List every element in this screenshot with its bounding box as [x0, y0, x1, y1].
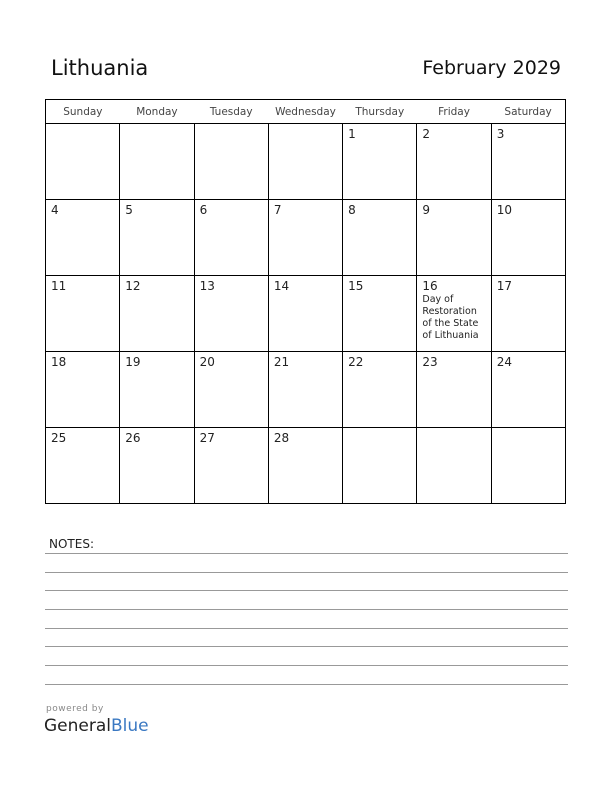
day-number: 27	[199, 431, 215, 445]
weekday-saturday: Saturday	[491, 100, 565, 124]
week-row	[46, 352, 566, 428]
day-cell	[417, 200, 491, 276]
day-cell	[120, 200, 194, 276]
day-number: 25	[51, 431, 67, 445]
day-cell	[268, 428, 342, 504]
day-number: 10	[496, 203, 512, 217]
day-number: 17	[496, 279, 512, 293]
day-cell	[343, 124, 417, 200]
day-number: 5	[125, 203, 133, 217]
day-cell	[194, 124, 268, 200]
note-line	[45, 684, 568, 685]
holiday-label: Day of Restoration of the State of Lithuania	[422, 294, 479, 341]
day-cell	[343, 428, 417, 504]
weekday-header-row	[46, 100, 566, 124]
brand-general: General	[44, 716, 111, 736]
day-cell	[343, 352, 417, 428]
day-cell	[194, 276, 268, 352]
day-cell	[46, 124, 120, 200]
day-cell	[491, 200, 565, 276]
note-line	[45, 553, 568, 554]
day-cell	[120, 276, 194, 352]
weekday-sunday: Sunday	[46, 100, 120, 124]
weekday-thursday: Thursday	[343, 100, 417, 124]
country-title: Lithuania	[51, 56, 149, 80]
day-number: 19	[125, 355, 141, 369]
week-row	[46, 124, 566, 200]
day-number: 18	[51, 355, 67, 369]
day-cell	[46, 276, 120, 352]
day-cell	[194, 428, 268, 504]
day-number: 2	[422, 127, 431, 141]
day-cell	[268, 200, 342, 276]
day-cell	[268, 276, 342, 352]
generalblue-logo	[44, 716, 149, 736]
day-cell	[46, 352, 120, 428]
day-cell	[491, 428, 565, 504]
day-cell	[120, 352, 194, 428]
day-number: 4	[51, 203, 59, 217]
day-cell	[194, 200, 268, 276]
day-number: 12	[125, 279, 141, 293]
day-cell	[268, 352, 342, 428]
week-row	[46, 428, 566, 504]
day-cell	[417, 276, 491, 352]
note-line	[45, 590, 568, 591]
calendar-grid	[45, 99, 566, 504]
weekday-friday: Friday	[417, 100, 491, 124]
day-cell	[491, 124, 565, 200]
day-number: 21	[273, 355, 290, 369]
note-line	[45, 665, 568, 666]
note-line	[45, 646, 568, 647]
weekday-monday: Monday	[120, 100, 194, 124]
day-cell	[46, 428, 120, 504]
day-cell	[417, 428, 491, 504]
day-cell	[120, 124, 194, 200]
day-number: 9	[422, 203, 431, 217]
brand-blue: Blue	[111, 716, 149, 736]
day-number: 7	[273, 203, 282, 217]
day-cell	[46, 200, 120, 276]
day-number: 3	[496, 127, 505, 141]
day-number: 24	[496, 355, 512, 369]
day-number: 16	[422, 279, 438, 293]
month-title: February 2029	[422, 57, 561, 79]
day-cell	[491, 352, 565, 428]
day-number: 28	[273, 431, 290, 445]
week-row	[46, 276, 566, 352]
day-number: 23	[422, 355, 438, 369]
weekday-tuesday: Tuesday	[194, 100, 268, 124]
powered-by-text: powered by	[46, 704, 104, 714]
day-cell	[491, 276, 565, 352]
day-cell	[120, 428, 194, 504]
note-line	[45, 572, 568, 573]
day-number: 20	[199, 355, 215, 369]
day-number: 14	[273, 279, 290, 293]
day-cell	[194, 352, 268, 428]
day-number: 15	[348, 279, 364, 293]
week-row	[46, 200, 566, 276]
day-cell	[417, 124, 491, 200]
day-cell	[343, 276, 417, 352]
day-cell	[417, 352, 491, 428]
day-number: 11	[51, 279, 67, 293]
day-number: 8	[348, 203, 356, 217]
day-number: 13	[199, 279, 215, 293]
day-cell	[343, 200, 417, 276]
day-number: 26	[125, 431, 141, 445]
day-number: 1	[348, 127, 356, 141]
notes-label: NOTES:	[49, 537, 94, 551]
note-line	[45, 628, 568, 629]
day-cell	[268, 124, 342, 200]
day-number: 22	[348, 355, 364, 369]
day-number: 6	[199, 203, 208, 217]
weekday-wednesday: Wednesday	[268, 100, 342, 124]
note-line	[45, 609, 568, 610]
